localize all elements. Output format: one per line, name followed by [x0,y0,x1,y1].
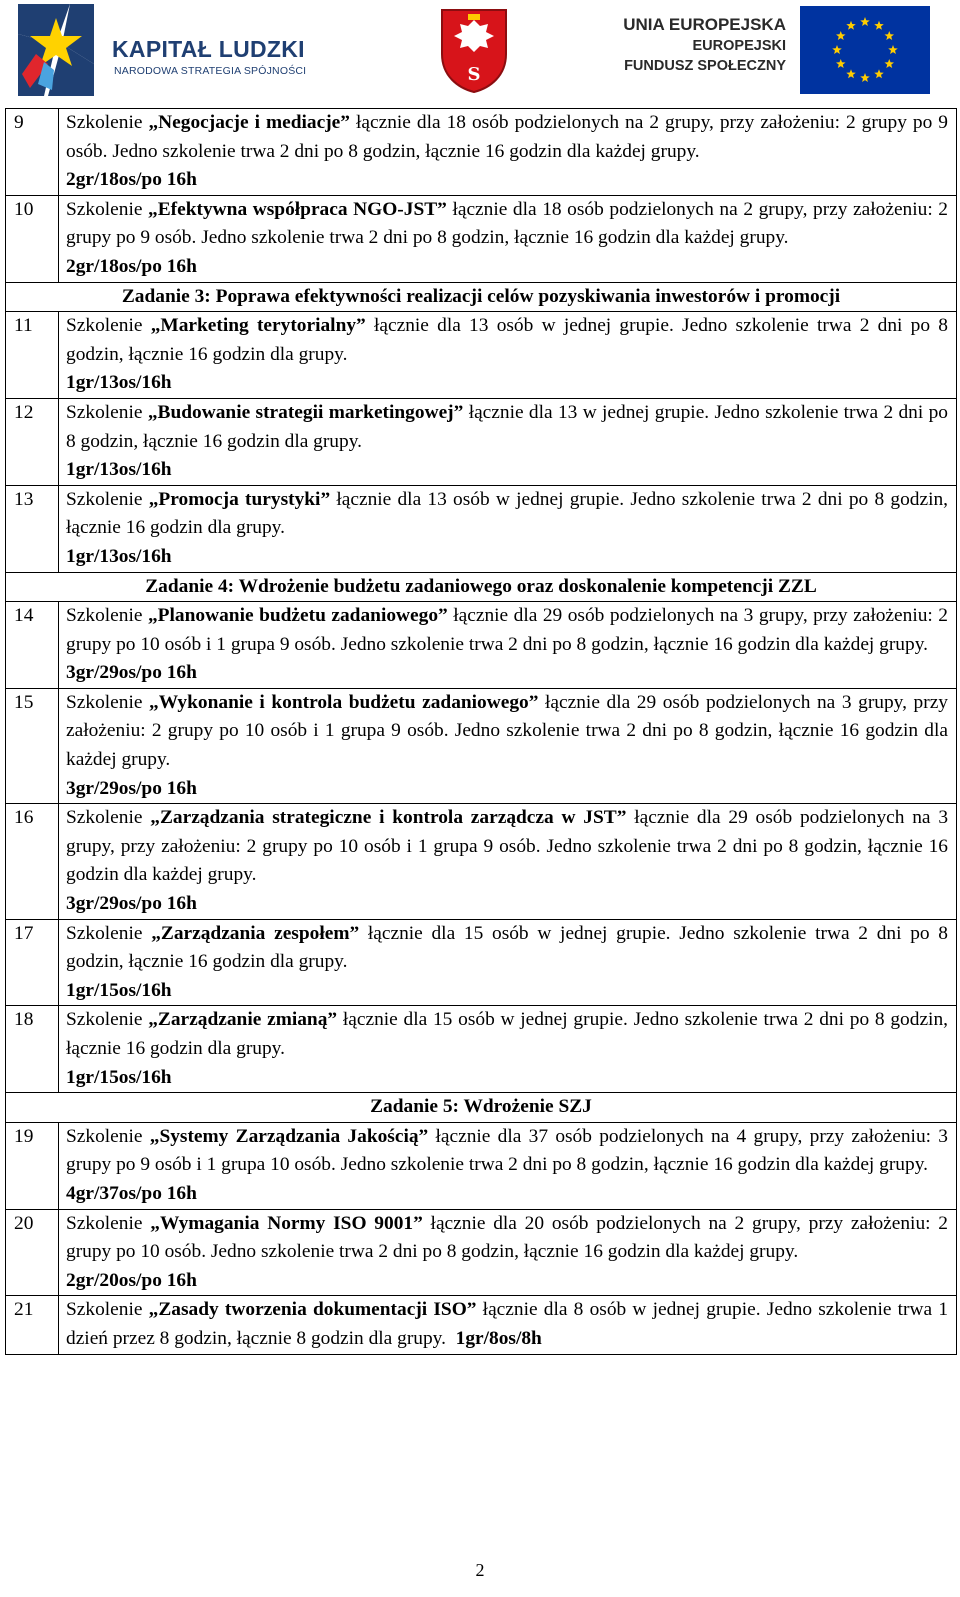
row-number: 20 [6,1209,59,1296]
training-description [59,602,957,689]
training-prefix: Szkolenie [66,1009,149,1031]
training-details: łącznie dla 15 osób w jednej grupie. Jedno szkolenie trwa 2 dni po 8 godzin, łącznie 16 godzin dla grupy. [66,922,948,973]
training-row [6,109,957,196]
training-description [59,1296,957,1354]
kapital-ludzki-star-icon [18,4,94,96]
training-row [6,804,957,919]
training-code: 2gr/18os/po 16h [66,169,197,191]
row-number: 12 [6,398,59,485]
row-number: 13 [6,485,59,572]
ue-logo-text [606,14,786,76]
training-details: łącznie dla 20 osób podzielonych na 2 grupy, przy założeniu: 2 grupy po 10 osób. Jedno szkolenie trwa 2 dni po 8 godzin, łącznie 16 godzin dla każdej grupy. [66,1212,948,1263]
training-prefix: Szkolenie [66,1212,151,1234]
kapital-ludzki-logo [18,4,308,96]
training-description [59,1006,957,1093]
training-title: „Wymagania Normy ISO 9001” [150,1212,423,1234]
task-heading-row [6,282,957,312]
training-table-body [6,109,957,1355]
training-prefix: Szkolenie [66,1299,149,1321]
row-number: 14 [6,602,59,689]
training-title: „Planowanie budżetu zadaniowego” [147,605,448,627]
training-code: 2gr/18os/po 16h [66,255,197,277]
task-heading: Zadanie 4: Wdrożenie budżetu zadaniowego oraz doskonalenie kompetencji ZZL [6,572,957,602]
training-row [6,195,957,282]
training-prefix: Szkolenie [66,1125,150,1147]
page-number: 2 [475,1560,485,1580]
training-prefix: Szkolenie [66,112,149,133]
training-code: 1gr/8os/8h [455,1327,542,1349]
training-row [6,919,957,1006]
training-description [59,1209,957,1296]
training-description [59,919,957,1006]
task-heading-row [6,572,957,602]
training-description [59,109,957,196]
training-row [6,1296,957,1354]
ue-line1: UNIA EUROPEJSKA [623,15,786,34]
training-description [59,398,957,485]
training-details: łącznie dla 13 w jednej grupie. Jedno szkolenie trwa 2 dni po 8 godzin, łącznie 16 godzin dla grupy. [66,401,949,452]
training-title: „Wykonanie i kontrola budżetu zadaniowego” [149,691,539,713]
training-prefix: Szkolenie [66,605,148,627]
training-details: łącznie dla 29 osób podzielonych na 3 grupy, przy założeniu: 2 grupy po 10 osób i 1 grupa 9 osób. Jedno szkolenie trwa 2 dni po 8 godzin, łącznie 16 godzin dla każdej grupy. [66,691,948,771]
training-details: łącznie dla 29 osób podzielonych na 3 grupy, przy założeniu: 2 grupy po 10 osób i 1 grupa 9 osób. Jedno szkolenie trwa 2 dni po 8 godzin, łącznie 16 godzin dla każdej grupy. [66,807,949,886]
training-title: „Budowanie strategii marketingowej” [147,401,464,423]
training-code: 3gr/29os/po 16h [66,893,197,915]
training-row [6,312,957,399]
training-description [59,195,957,282]
training-title: „Marketing terytorialny” [150,315,366,337]
task-heading: Zadanie 3: Poprawa efektywności realizacji celów pozyskiwania inwestorów i promocji [6,282,957,312]
row-number: 10 [6,195,59,282]
training-row [6,602,957,689]
training-prefix: Szkolenie [66,691,150,713]
training-title: „Zarządzania strategiczne i kontrola zarządcza w JST” [150,807,627,829]
training-code: 3gr/29os/po 16h [66,662,197,684]
training-code: 1gr/13os/16h [66,545,172,567]
training-code: 1gr/13os/16h [66,459,172,481]
training-description [59,1122,957,1209]
row-number: 19 [6,1122,59,1209]
training-details: łącznie dla 37 osób podzielonych na 4 grupy, przy założeniu: 3 grupy po 9 osób i 1 grupa 10 osób. Jedno szkolenie trwa 2 dni po 8 godzin, łącznie 16 godzin dla każdej grupy. [66,1125,949,1176]
training-prefix: Szkolenie [66,198,149,220]
task-heading-row [6,1093,957,1123]
training-prefix: Szkolenie [66,401,148,423]
task-heading: Zadanie 5: Wdrożenie SZJ [6,1093,957,1123]
training-code: 4gr/37os/po 16h [66,1182,197,1204]
training-row [6,398,957,485]
training-table [5,108,957,1355]
training-details: łącznie dla 18 osób podzielonych na 2 grupy, przy założeniu: 2 grupy po 9 osób. Jedno szkolenie trwa 2 dni po 8 godzin, łącznie 16 godzin dla każdej grupy. [66,198,948,249]
eu-flag-icon [800,6,930,94]
training-details: łącznie dla 13 osób w jednej grupie. Jedno szkolenie trwa 2 dni po 8 godzin, łącznie 16 godzin dla grupy. [66,488,948,539]
ue-line3: FUNDUSZ SPOŁECZNY [624,58,786,74]
training-description [59,312,957,399]
training-details: łącznie dla 29 osób podzielonych na 3 grupy, przy założeniu: 2 grupy po 10 osób i 1 grupa 9 osób. Jedno szkolenie trwa 2 dni po 8 godzin, łącznie 16 godzin dla każdej grupy. [66,605,949,655]
row-number: 16 [6,804,59,919]
training-row [6,688,957,803]
coat-of-arms-icon [436,6,512,94]
training-code: 3gr/29os/po 16h [66,777,197,799]
training-code: 1gr/13os/16h [66,372,172,394]
row-number: 9 [6,109,59,196]
training-details: łącznie dla 13 osób w jednej grupie. Jedno szkolenie trwa 2 dni po 8 godzin, łącznie 16 godzin dla grupy. [66,315,948,365]
row-number: 17 [6,919,59,1006]
training-code: 1gr/15os/16h [66,1066,172,1088]
training-title: „Zarządzanie zmianą” [148,1009,338,1031]
training-row [6,485,957,572]
kapital-ludzki-subtitle: NARODOWA STRATEGIA SPÓJNOŚCI [114,65,307,77]
training-prefix: Szkolenie [66,315,151,337]
training-details: łącznie dla 15 osób w jednej grupie. Jedno szkolenie trwa 2 dni po 8 godzin, łącznie 16 godzin dla grupy. [66,1009,948,1059]
training-details: łącznie dla 8 osób w jednej grupie. Jedno szkolenie trwa 1 dzień przez 8 godzin, łącznie 8 godzin dla grupy. [66,1299,953,1349]
training-title: „Zasady tworzenia dokumentacji ISO” [148,1299,477,1321]
training-prefix: Szkolenie [66,488,149,510]
training-description [59,804,957,919]
training-title: „Promocja turystyki” [148,488,331,510]
training-prefix: Szkolenie [66,922,152,944]
row-number: 15 [6,688,59,803]
row-number: 21 [6,1296,59,1354]
training-description [59,688,957,803]
training-description [59,485,957,572]
ue-line2: EUROPEJSKI [692,38,786,54]
page-header [0,0,960,104]
training-row [6,1122,957,1209]
training-title: „Efektywna współpraca NGO-JST” [148,198,447,220]
training-title: „Negocjacje i mediacje” [148,112,350,133]
training-details: łącznie dla 18 osób podzielonych na 2 grupy, przy założeniu: 2 grupy po 9 osób. Jedno szkolenie trwa 2 dni po 8 godzin, łącznie 16 godzin dla każdej grupy. [66,112,949,162]
svg-text:S: S [467,64,481,85]
row-number: 18 [6,1006,59,1093]
row-number: 11 [6,312,59,399]
training-code: 2gr/20os/po 16h [66,1269,197,1291]
training-row [6,1006,957,1093]
training-code: 1gr/15os/16h [66,979,172,1001]
training-title: „Systemy Zarządzania Jakością” [149,1125,429,1147]
training-prefix: Szkolenie [66,807,151,829]
kapital-ludzki-title: KAPITAŁ LUDZKI [112,36,305,62]
training-title: „Zarządzania zespołem” [151,922,360,944]
training-row [6,1209,957,1296]
